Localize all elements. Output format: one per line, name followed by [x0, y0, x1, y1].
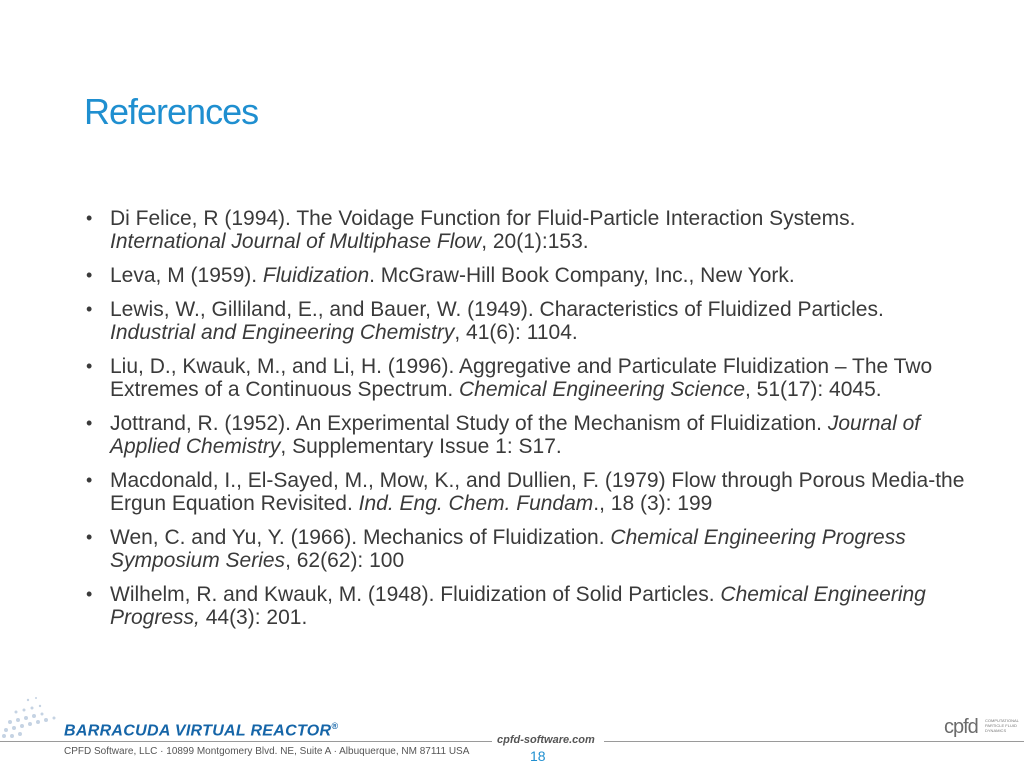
reference-text: Lewis, W., Gilliland, E., and Bauer, W. (1949). Characteristics of Fluidized Particles.: [110, 298, 884, 321]
reference-details: ., 18 (3): 199: [593, 492, 713, 515]
dot-pattern-icon: [0, 688, 70, 738]
reference-journal: Chemical Engineering Progress,: [110, 583, 926, 629]
registered-mark: ®: [331, 721, 339, 731]
reference-text: Di Felice, R (1994). The Voidage Function for Fluid-Particle Interaction Systems.: [110, 207, 856, 230]
reference-list: [86, 207, 966, 640]
company-address: CPFD Software, LLC · 10899 Montgomery Blvd. NE, Suite A · Albuquerque, NM 87111 USA: [64, 746, 470, 757]
reference-item: [86, 412, 966, 458]
logo-text: cpfd: [944, 716, 978, 738]
bullet-icon: •: [86, 299, 93, 319]
reference-details: , 20(1):153.: [481, 230, 589, 253]
reference-text: Wilhelm, R. and Kwauk, M. (1948). Fluidization of Solid Particles.: [110, 583, 721, 606]
reference-text: Jottrand, R. (1952). An Experimental Study of the Mechanism of Fluidization.: [110, 412, 828, 435]
reference-journal: Fluidization: [262, 264, 370, 287]
reference-item: [86, 264, 966, 287]
reference-item: [86, 583, 966, 629]
page-number: 18: [530, 748, 546, 764]
reference-item: [86, 207, 966, 253]
reference-journal: Chemical Engineering Progress Symposium Series: [110, 526, 906, 572]
bullet-icon: •: [86, 265, 93, 285]
brand-name: BARRACUDA VIRTUAL REACTOR®: [64, 721, 339, 740]
website-text: cpfd-software.com: [497, 734, 595, 746]
reference-details: 44(3): 201.: [199, 606, 308, 629]
reference-text: Liu, D., Kwauk, M., and Li, H. (1996). Aggregative and Particulate Fluidization – The Two Extremes of a Continuous Spectrum.: [110, 355, 933, 401]
reference-item: [86, 469, 966, 515]
reference-journal: Industrial and Engineering Chemistry: [110, 321, 455, 344]
bullet-icon: •: [86, 470, 93, 490]
reference-journal: Chemical Engineering Science: [459, 378, 745, 401]
bullet-icon: •: [86, 413, 93, 433]
bullet-icon: •: [86, 527, 93, 547]
reference-journal: Ind. Eng. Chem. Fundam: [358, 492, 594, 515]
reference-details: , 41(6): 1104.: [454, 321, 578, 344]
reference-item: [86, 526, 966, 572]
bullet-icon: •: [86, 584, 93, 604]
reference-text: Leva, M (1959).: [110, 264, 263, 287]
reference-journal: Journal of Applied Chemistry: [110, 412, 921, 458]
footer-divider-right: [604, 741, 1024, 742]
reference-text: Wen, C. and Yu, Y. (1966). Mechanics of Fluidization.: [110, 526, 611, 549]
reference-text: Macdonald, I., El-Sayed, M., Mow, K., and Dullien, F. (1979) Flow through Porous Media-the Ergun Equation Revisited.: [110, 469, 965, 515]
reference-journal: International Journal of Multiphase Flow: [110, 230, 482, 253]
reference-details: . McGraw-Hill Book Company, Inc., New York.: [369, 264, 795, 287]
footer-divider-left: [0, 741, 492, 742]
reference-details: , 62(62): 100: [285, 549, 405, 572]
cpfd-logo: [944, 716, 1019, 740]
bullet-icon: •: [86, 208, 93, 228]
logo-subtitle: COMPUTATIONAL PARTICLE FLUID DYNAMICS: [985, 718, 1019, 733]
slide-title: References: [84, 91, 259, 132]
reference-item: [86, 355, 966, 401]
reference-details: , Supplementary Issue 1: S17.: [280, 435, 562, 458]
reference-item: [86, 298, 966, 344]
reference-details: , 51(17): 4045.: [745, 378, 882, 401]
bullet-icon: •: [86, 356, 93, 376]
